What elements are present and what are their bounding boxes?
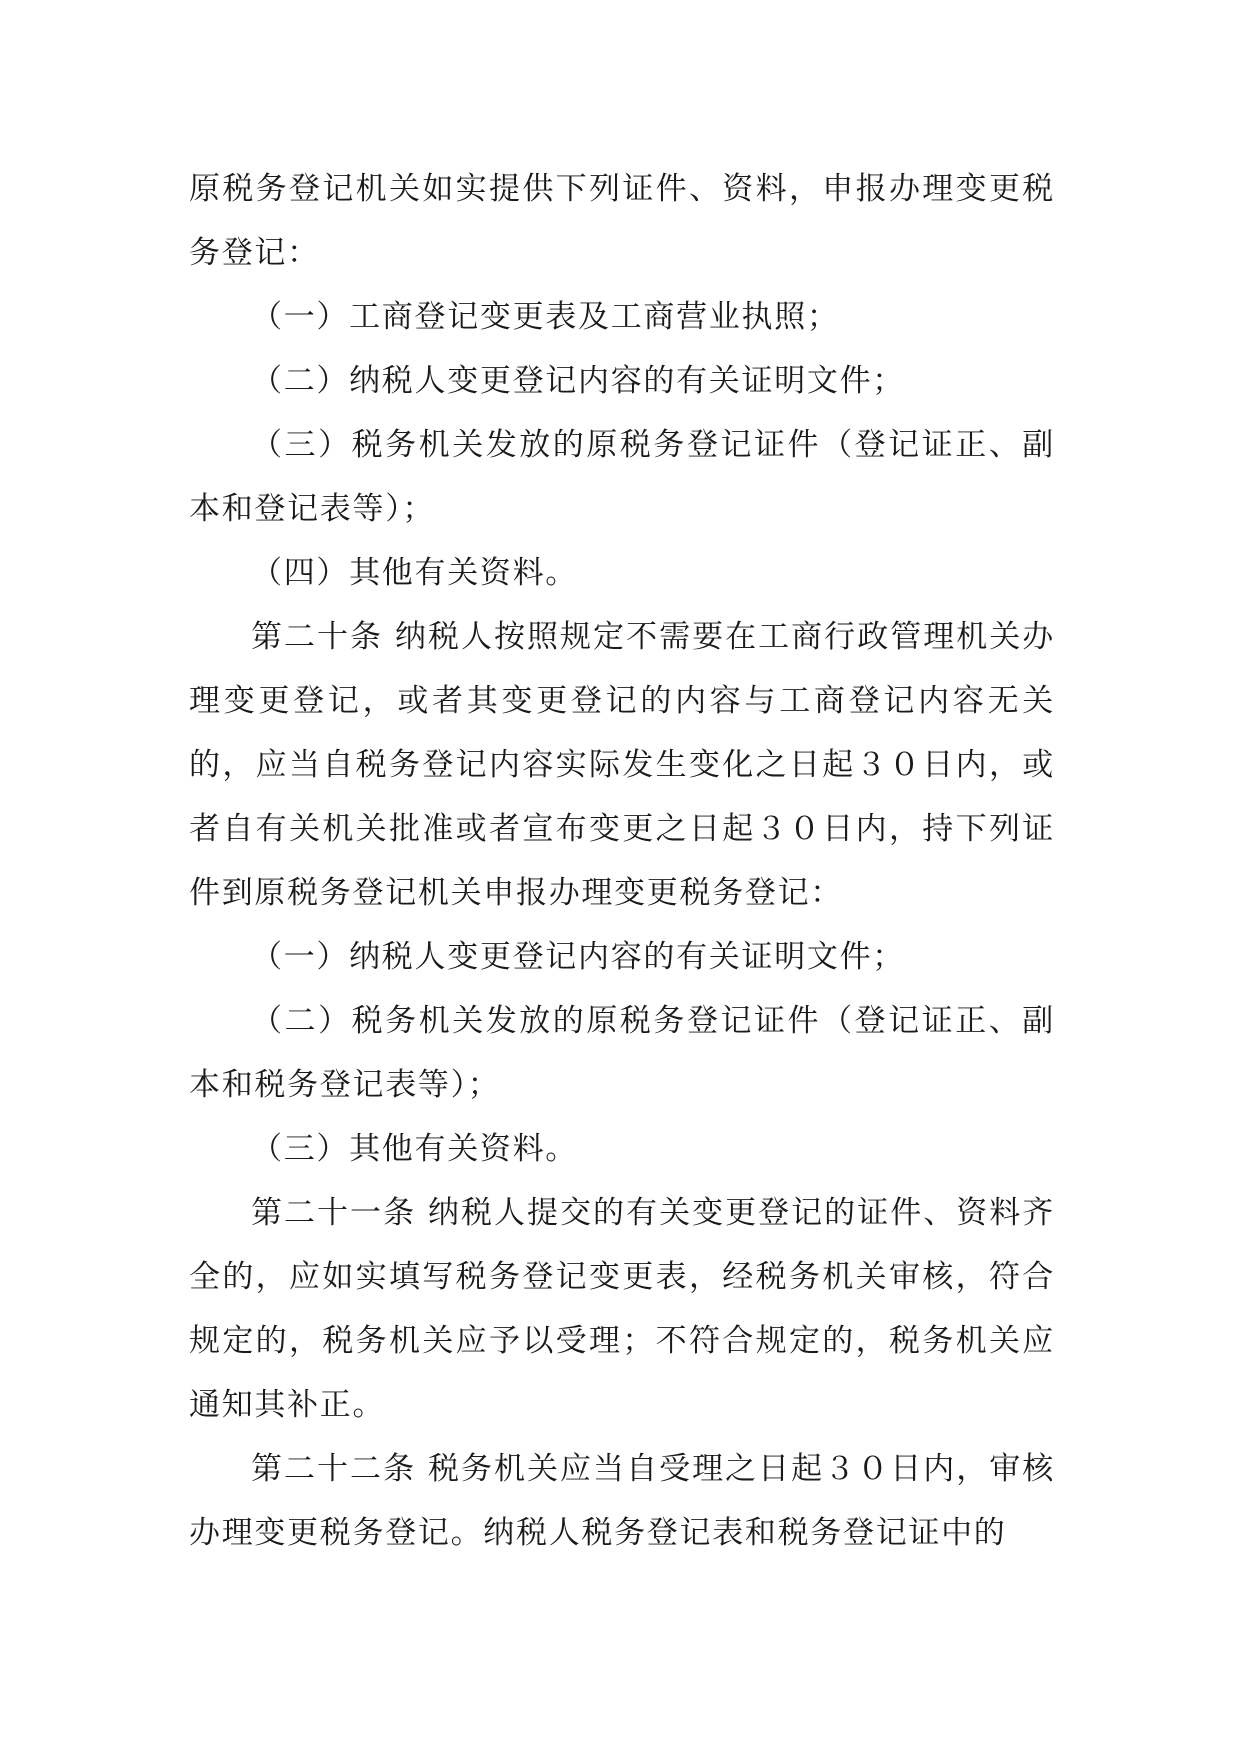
- article-20: 第二十条 纳税人按照规定不需要在工商行政管理机关办理变更登记，或者其变更登记的内容与工商登记内容无关的，应当自税务登记内容实际发生变化之日起３０日内，或者自有关机关批准或者宣布变更之日起３０日内，持下列证件到原税务登记机关申报办理变更税务登记：: [189, 619, 1055, 911]
- article-21: 第二十一条 纳税人提交的有关变更登记的证件、资料齐全的，应如实填写税务登记变更表，经税务机关审核，符合规定的，税务机关应予以受理；不符合规定的，税务机关应通知其补正。: [189, 1195, 1055, 1423]
- article-20-item-1: （一）纳税人变更登记内容的有关证明文件；: [251, 939, 905, 975]
- list-item-2: （二）纳税人变更登记内容的有关证明文件；: [251, 363, 905, 399]
- list-item-3: （三）税务机关发放的原税务登记证件（登记证正、副本和登记表等）；: [189, 427, 1055, 527]
- paragraph-continuation: 原税务登记机关如实提供下列证件、资料，申报办理变更税务登记：: [189, 171, 1055, 271]
- article-22: 第二十二条 税务机关应当自受理之日起３０日内，审核办理变更税务登记。纳税人税务登记表和税务登记证中的: [189, 1451, 1055, 1551]
- list-item-1: （一）工商登记变更表及工商营业执照；: [251, 299, 840, 335]
- article-20-item-2: （二）税务机关发放的原税务登记证件（登记证正、副本和税务登记表等）；: [189, 1003, 1055, 1103]
- article-20-item-3: （三）其他有关资料。: [251, 1131, 578, 1167]
- document-body: [189, 157, 1055, 1565]
- list-item-4: （四）其他有关资料。: [251, 555, 578, 591]
